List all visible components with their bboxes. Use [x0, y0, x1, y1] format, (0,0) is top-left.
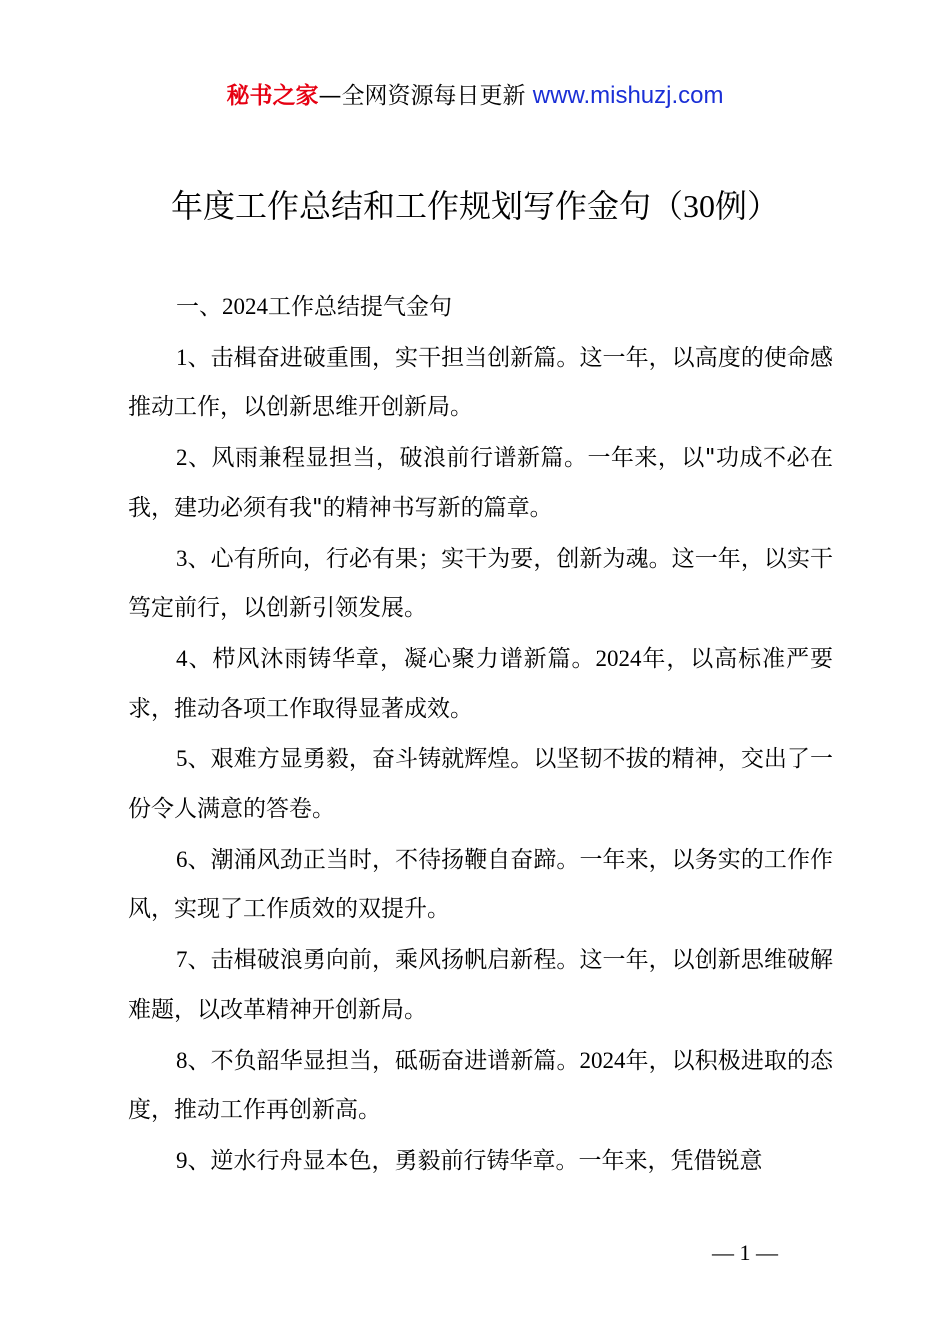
item-number: 8 — [176, 1047, 188, 1073]
brand-name: 秘书之家 — [226, 83, 319, 109]
item-text-a: 、不负韶华显担当，砥砺奋进谱新篇。 — [187, 1047, 580, 1074]
item-number: 4 — [176, 645, 188, 671]
site-banner — [0, 78, 950, 114]
item-year: 2024 — [579, 1047, 626, 1073]
title-count: 30 — [683, 188, 715, 224]
item-text: 、潮涌风劲正当时，不待扬鞭自奋蹄。一年来，以务实的工作作风，实现了工作质效的双提升。 — [128, 846, 833, 923]
item-text-a: 、栉风沐雨铸华章，凝心聚力谱新篇。 — [187, 645, 596, 672]
list-item — [128, 935, 833, 1035]
list-item — [128, 835, 833, 935]
list-item — [128, 433, 833, 533]
list-item — [128, 634, 833, 734]
banner-slogan: —全网资源每日更新 — [318, 83, 526, 109]
section-heading — [128, 282, 833, 333]
item-text: 、艰难方显勇毅，奋斗铸就辉煌。以坚韧不拔的精神，交出了一份令人满意的答卷。 — [128, 746, 833, 823]
section-heading-text: 工作总结提气金句 — [268, 294, 452, 320]
item-text: 、击楫奋进破重围，实干担当创新篇。这一年，以高度的使命感推动工作，以创新思维开创新局。 — [128, 344, 833, 421]
item-text: 、风雨兼程显担当，破浪前行谱新篇。一年来，以"功成不必在我，建功必须有我"的精神书写新的篇章。 — [128, 445, 833, 521]
item-text: 、击楫破浪勇向前，乘风扬帆启新程。这一年，以创新思维破解难题，以改革精神开创新局。 — [128, 947, 833, 1023]
title-text-b: 例） — [715, 187, 780, 225]
page-number: — 1 — — [712, 1240, 778, 1265]
item-number: 2 — [176, 445, 188, 471]
title-text-a: 年度工作总结和工作规划写作金句（ — [170, 187, 683, 225]
item-number: 5 — [176, 746, 188, 772]
list-item — [128, 534, 833, 634]
item-number: 7 — [176, 947, 188, 973]
item-number: 3 — [176, 545, 188, 571]
document-title — [0, 182, 950, 230]
site-url[interactable]: www.mishuzj.com — [532, 82, 724, 109]
section-year: 2024 — [222, 294, 268, 319]
list-item — [128, 1036, 833, 1136]
item-number: 6 — [176, 846, 188, 872]
item-year: 2024 — [595, 645, 642, 671]
item-text: 、逆水行舟显本色，勇毅前行铸华章。一年来，凭借锐意 — [187, 1147, 763, 1174]
section-prefix: 一、 — [176, 294, 222, 320]
list-item — [128, 1136, 833, 1187]
list-item — [128, 734, 833, 834]
item-number: 9 — [176, 1147, 188, 1173]
item-text: 、心有所向，行必有果；实干为要，创新为魂。这一年，以实干笃定前行，以创新引领发展。 — [128, 545, 833, 622]
item-text-b: 年，以积极进取的态度，推动工作再创新高。 — [128, 1047, 834, 1124]
item-number: 1 — [176, 344, 188, 370]
item-text-b: 年，以高标准严要求，推动各项工作取得显著成效。 — [128, 645, 834, 722]
list-item — [128, 333, 833, 433]
document-body — [128, 282, 833, 1187]
